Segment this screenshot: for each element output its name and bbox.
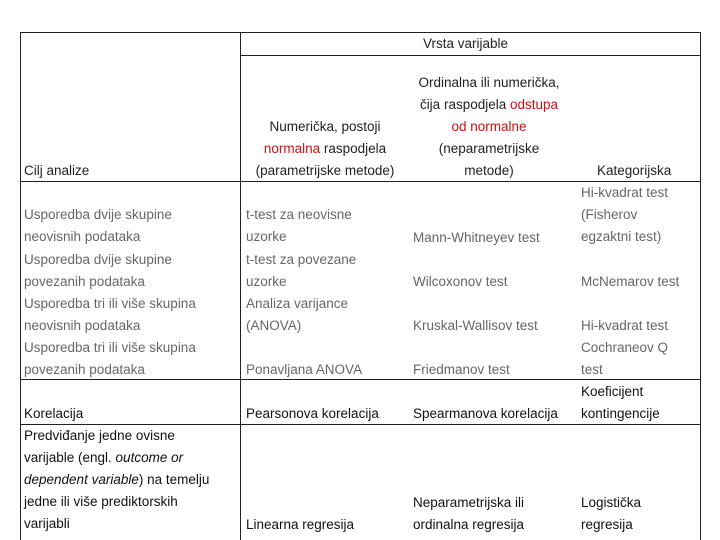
nonparametric-cell: Mann-Whitneyev test [413,230,540,245]
goal-cell [24,425,209,535]
goal-cell [24,337,196,381]
header-goal-label: Cilj analize [24,163,90,178]
goal-line: neovisnih podataka [24,229,141,244]
text-fragment: varijable (engl. [24,450,116,465]
header-group-divider [240,55,701,56]
cell-line: Analiza varijance [246,296,349,311]
cell-line: (ANOVA) [246,318,302,333]
goal-cell [24,249,172,293]
goal-line [24,447,209,469]
cell-line: egzaktni test) [581,229,662,244]
header-col-parametric-line: (parametrijske metode) [255,163,395,178]
parametric-cell: Linearna regresija [246,517,355,532]
cell-line: Koeficijent [581,384,644,399]
header-col-parametric [242,116,408,182]
cell-line: test [581,362,603,377]
cell-line: Neparametrijska ili [413,495,525,510]
nonparametric-cell: Kruskal-Wallisov test [413,318,538,333]
goal-line: povezanih podataka [24,362,145,377]
header-group-title: Vrsta varijable [423,36,509,51]
parametric-cell [246,293,348,337]
categorical-cell [581,182,668,248]
text-fragment: čija raspodjela [419,97,510,112]
header-col-nonparametric-line [404,94,574,116]
header-col-categorical: Kategorijska [597,163,672,178]
cell-line: (Fisherov [581,207,638,222]
text-fragment: ) na temelju [138,472,210,487]
nonparametric-cell: Spearmanova korelacija [413,406,558,421]
goal-line: Usporedba tri ili više skupina [24,340,196,355]
header-col-nonparametric-line: Ordinalna ili numerička, [418,75,560,90]
cell-line: uzorke [246,274,287,289]
goal-line: povezanih podataka [24,274,145,289]
goal-cell [24,293,196,337]
cell-line: Cochraneov Q [581,340,669,355]
nonparametric-cell: Friedmanov test [413,362,510,377]
header-col-parametric-line: Numerička, postoji [269,119,381,134]
cell-line: Hi-kvadrat test [581,185,669,200]
table-border-left [20,32,21,540]
header-col-nonparametric-line: metode) [464,163,514,178]
goal-line: jedne ili više prediktorskih [24,494,178,509]
goal-line: neovisnih podataka [24,318,141,333]
categorical-cell [581,492,641,536]
text-fragment: raspodjela [320,141,387,156]
nonparametric-cell [413,492,524,536]
header-col-parametric-line [242,138,408,160]
cell-line: Logistička [581,495,642,510]
goal-line: Predviđanje jedne ovisne [24,428,175,443]
categorical-cell: McNemarov test [581,274,680,289]
parametric-cell [246,204,352,248]
cell-line: uzorke [246,229,287,244]
header-col-nonparametric [404,72,574,182]
goal-line: Usporedba dvije skupine [24,252,172,267]
header-col-nonparametric-line: (neparametrijske [438,141,540,156]
cell-line: ordinalna regresija [413,517,525,532]
highlight-deviates: odstupa [510,97,559,112]
goal-cell: Korelacija [24,406,84,421]
nonparametric-cell: Wilcoxonov test [413,274,508,289]
parametric-cell: Pearsonova korelacija [246,406,379,421]
cell-line: kontingencije [581,406,660,421]
goal-line: Usporedba tri ili više skupina [24,296,196,311]
text-fragment-italic: dependent variable [24,472,139,487]
parametric-cell: Ponavljana ANOVA [246,362,363,377]
cell-line: t-test za neovisne [246,207,352,222]
highlight-from-normal: od normalne [451,119,527,134]
cell-line: t-test za povezane [246,252,357,267]
column-divider [240,32,241,540]
cell-line: regresija [581,517,633,532]
table-border-top [20,32,701,33]
goal-cell [24,204,172,248]
goal-line: Usporedba dvije skupine [24,207,172,222]
highlight-normal: normalna [263,141,321,156]
goal-line [24,469,209,491]
categorical-cell [581,337,668,381]
table-border-right [700,32,701,540]
goal-line: varijabli [24,516,70,531]
categorical-cell: Hi-kvadrat test [581,318,669,333]
text-fragment-italic: outcome or [115,450,184,465]
parametric-cell [246,249,356,293]
categorical-cell [581,381,660,425]
